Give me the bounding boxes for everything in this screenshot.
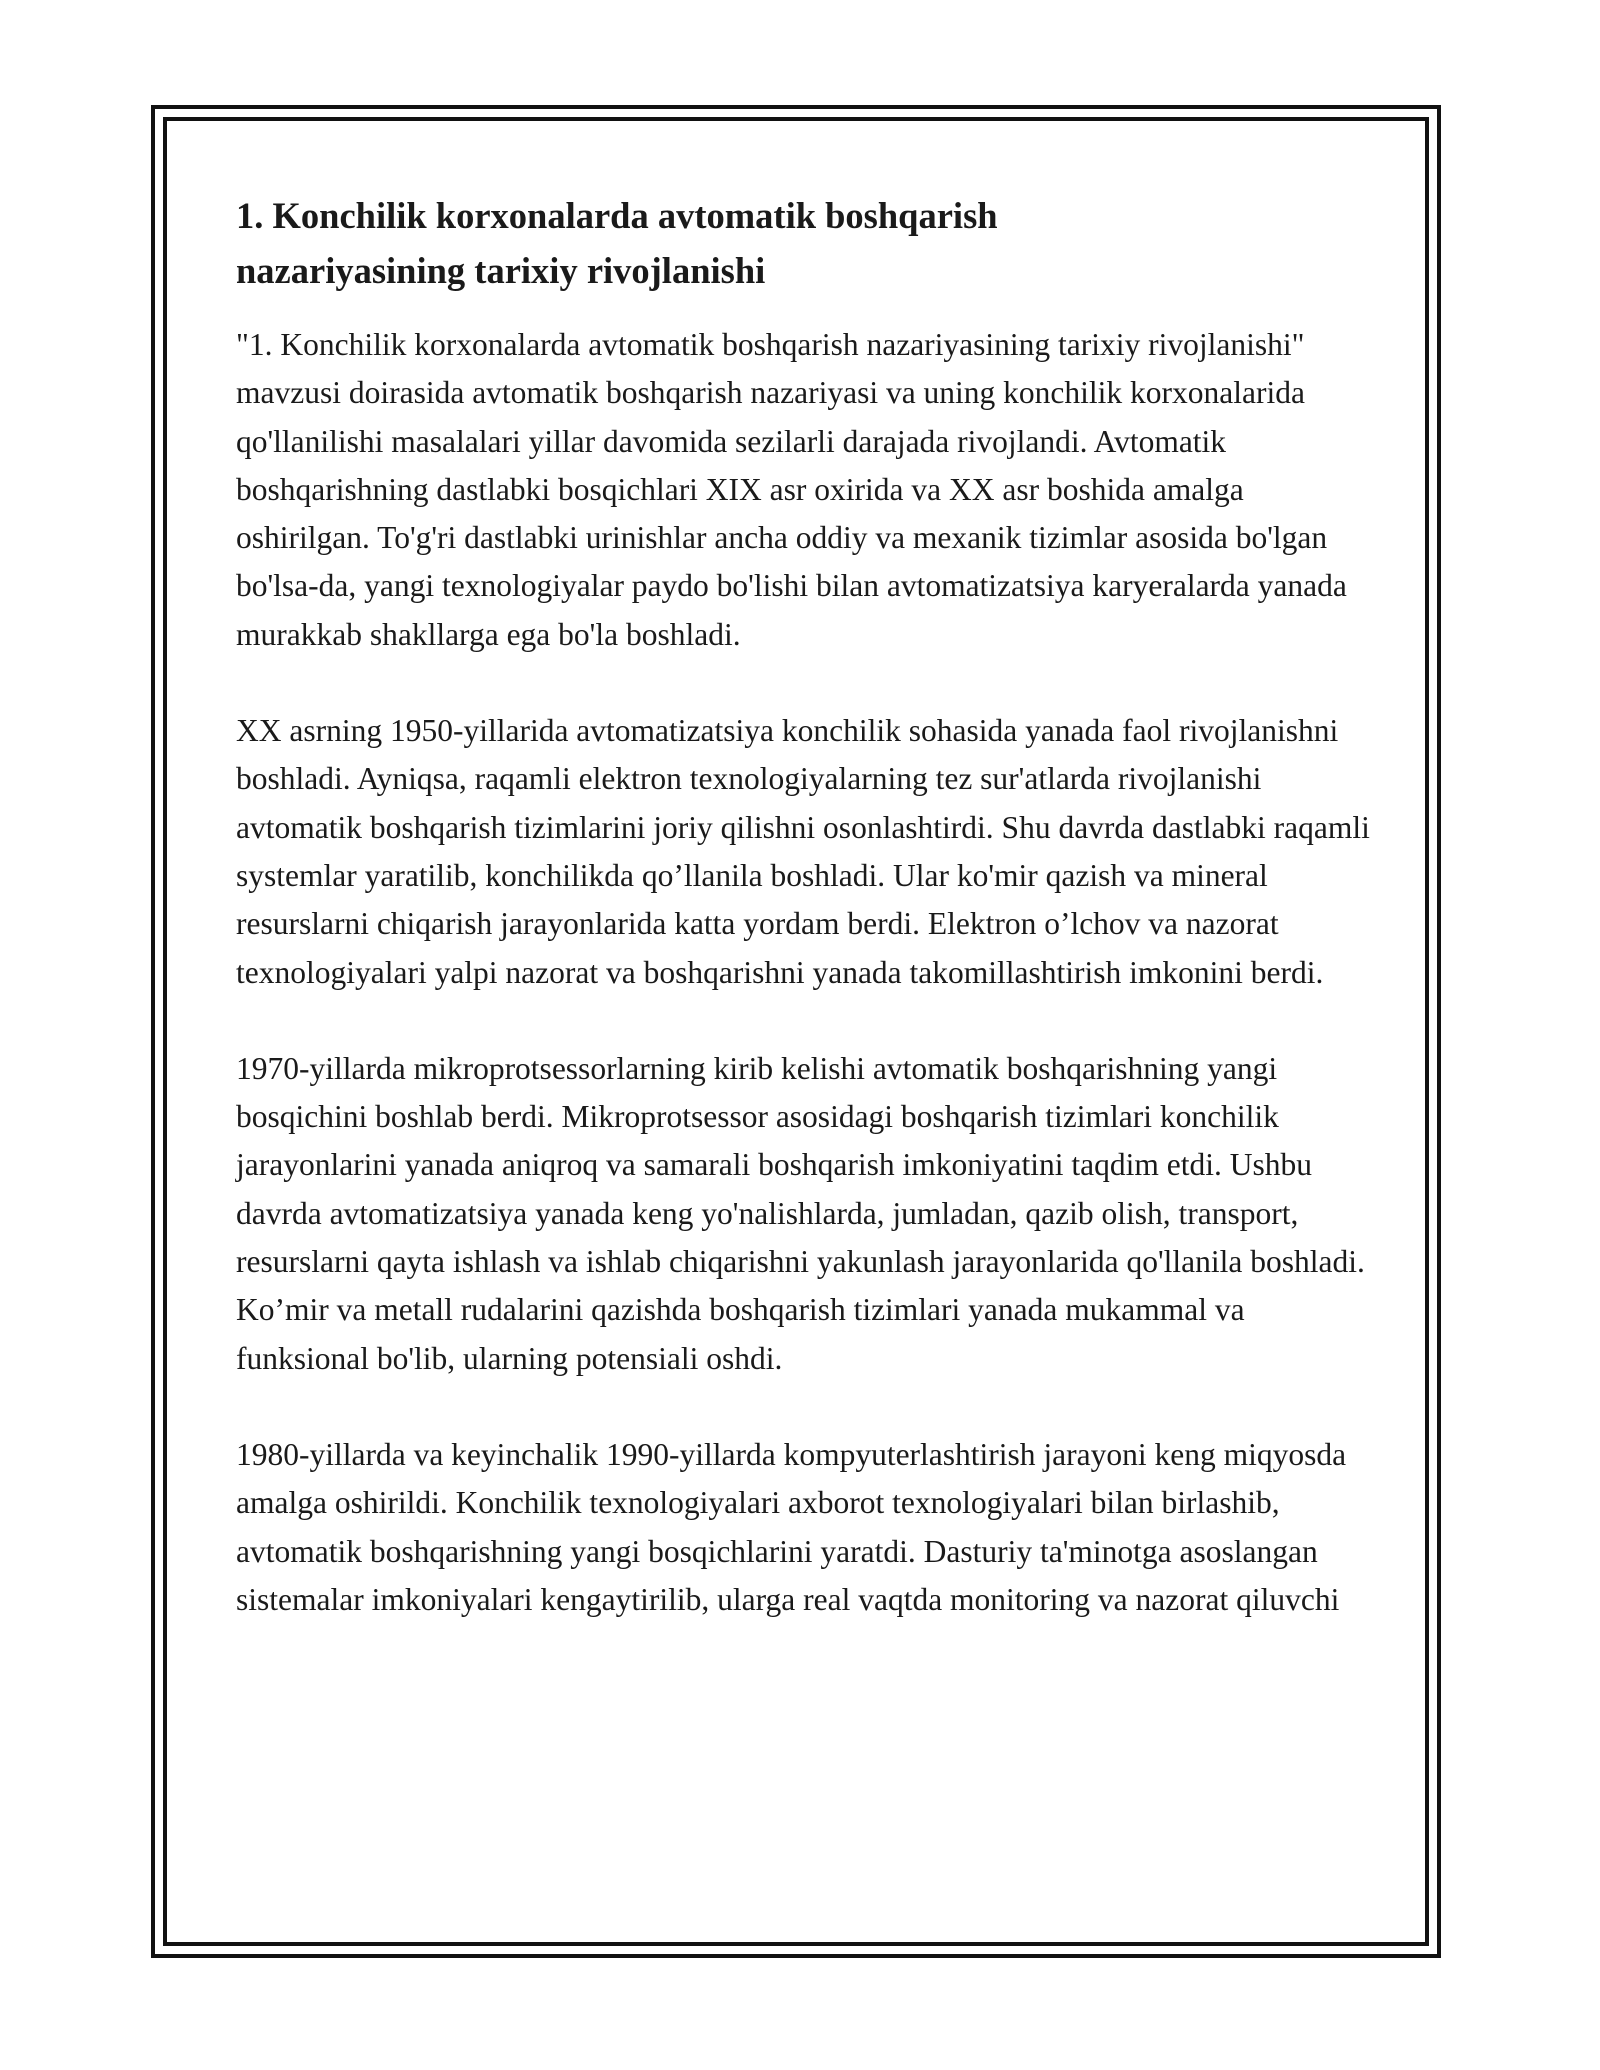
document-body (236, 188, 1376, 1624)
paragraph-1950s: XX asrning 1950-yillarida avtomatizatsiya konchilik sohasida yanada faol rivojlanishni boshladi. Ayniqsa, raqamli elektron texnologiyalarning tez sur'atlarda rivojlanishi avtomatik boshqarish tizimlarini joriy qilishni osonlashtirdi. Shu davrda dastlabki raqamli systemlar yaratilib, konchilikda qo’llanila boshladi. Ular ko'mir qazish va mineral resurslarni chiqarish jarayonlarida katta yordam berdi. Elektron o’lchov va nazorat texnologiyalari yalpi nazorat va boshqarishni yanada takomillashtirish imkonini berdi. (236, 713, 1370, 990)
section-heading: 1. Konchilik korxonalarda avtomatik boshqarish nazariyasining tarixiy rivojlanishi (236, 195, 998, 291)
paragraph-1980s: 1980-yillarda va keyinchalik 1990-yillarda kompyuterlashtirish jarayoni keng miqyosda amalga oshirildi. Konchilik texnologiyalari axborot texnologiyalari bilan birlashib, avtomatik boshqarishning yangi bosqichlarini yaratdi. Dasturiy ta'minotga asoslangan sistemalar imkoniyalari kengaytirilib, ularga real vaqtda monitoring va nazorat qiluvchi (236, 1436, 1347, 1617)
paragraph-1970s: 1970-yillarda mikroprotsessorlarning kirib kelishi avtomatik boshqarishning yangi bosqichini boshlab berdi. Mikroprotsessor asosidagi boshqarish tizimlari konchilik jarayonlarini yanada aniqroq va samarali boshqarish imkoniyatini taqdim etdi. Ushbu davrda avtomatizatsiya yanada keng yo'nalishlarda, jumladan, qazib olish, transport, resurslarni qayta ishlash va ishlab chiqarishni yakunlash jarayonlarida qo'llanila boshladi. Ko’mir va metall rudalarini qazishda boshqarish tizimlari yanada mukammal va funksional bo'lib, ularning potensiali oshdi. (236, 1050, 1365, 1376)
paragraph-intro: "1. Konchilik korxonalarda avtomatik boshqarish nazariyasining tarixiy rivojlanishi" mavzusi doirasida avtomatik boshqarish nazariyasi va uning konchilik korxonalarida qo'llanilishi masalalari yillar davomida sezilarli darajada rivojlandi. Avtomatik boshqarishning dastlabki bosqichlari XIX asr oxirida va XX asr boshida amalga oshirilgan. To'g'ri dastlabki urinishlar ancha oddiy va mexanik tizimlar asosida bo'lgan bo'lsa-da, yangi texnologiyalar paydo bo'lishi bilan avtomatizatsiya karyeralarda yanada murakkab shakllarga ega bo'la boshladi. (236, 327, 1347, 652)
